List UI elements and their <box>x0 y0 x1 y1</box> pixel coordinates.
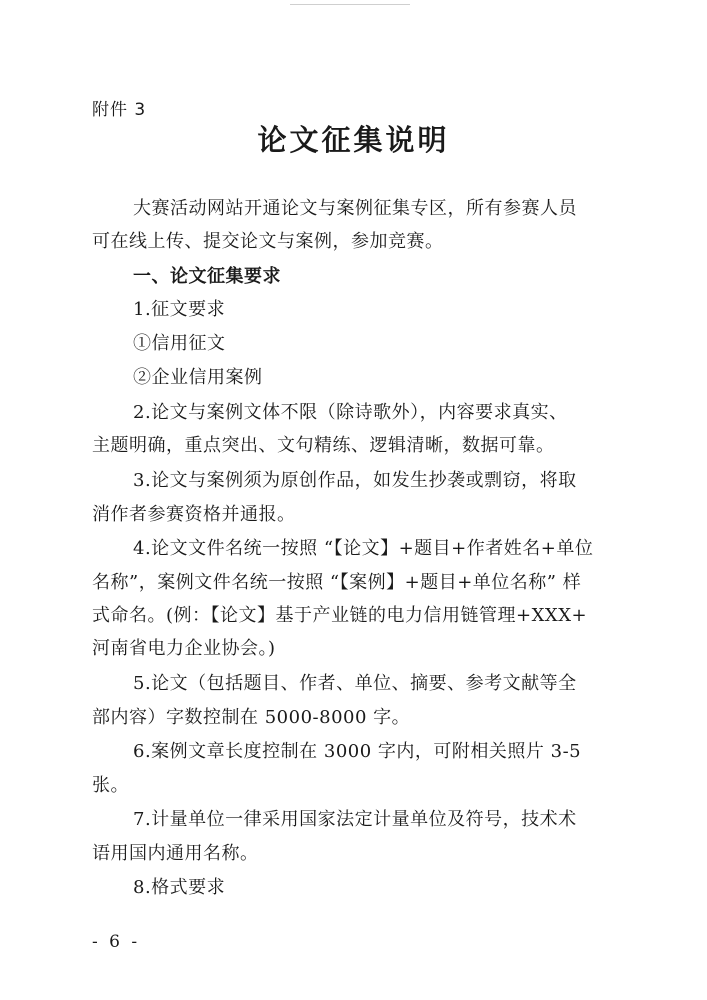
page-title: 论文征集说明 <box>257 123 450 157</box>
item-4-line-2: 名称”，案例文件名统一按照 “【案例】+题目+单位名称” 样 <box>92 572 582 593</box>
item-7-line-2: 语用国内通用名称。 <box>92 843 259 864</box>
intro-line-2: 可在线上传、提交论文与案例，参加竞赛。 <box>92 231 444 252</box>
item-4-line-1: 4.论文文件名统一按照 “【论文】+题目+作者姓名+单位 <box>133 538 594 559</box>
item-4-line-3: 式命名。(例：【论文】基于产业链的电力信用链管理+XXX+ <box>92 605 588 626</box>
item-2-line-1: 2.论文与案例文体不限（除诗歌外），内容要求真实、 <box>133 402 568 423</box>
section-heading: 一、论文征集要求 <box>133 266 281 287</box>
item-3-line-2: 消作者参赛资格并通报。 <box>92 504 296 525</box>
item-4-line-4: 河南省电力企业协会。) <box>92 638 276 659</box>
intro-line-1: 大赛活动网站开通论文与案例征集专区，所有参赛人员 <box>133 198 577 219</box>
item-5-line-2: 部内容）字数控制在 5000-8000 字。 <box>92 707 411 728</box>
item-6-line-2: 张。 <box>92 775 129 796</box>
item-2-line-2: 主题明确，重点突出、文句精练、逻辑清晰，数据可靠。 <box>92 435 555 456</box>
item-8-heading: 8.格式要求 <box>133 877 226 898</box>
item-1-heading: 1.征文要求 <box>133 299 226 320</box>
item-5-line-1: 5.论文（包括题目、作者、单位、摘要、参考文献等全 <box>133 673 577 694</box>
page-number: - 6 - <box>92 932 141 952</box>
item-6-line-1: 6.案例文章长度控制在 3000 字内，可附相关照片 3-5 <box>133 741 582 762</box>
item-1-sub-1: ①信用征文 <box>133 333 226 354</box>
scan-edge-mark <box>290 4 410 5</box>
item-3-line-1: 3.论文与案例须为原创作品，如发生抄袭或剽窃，将取 <box>133 470 577 491</box>
item-7-line-1: 7.计量单位一律采用国家法定计量单位及符号，技术术 <box>133 809 577 830</box>
item-1-sub-2: ②企业信用案例 <box>133 367 263 388</box>
attachment-label: 附件 3 <box>92 100 147 120</box>
